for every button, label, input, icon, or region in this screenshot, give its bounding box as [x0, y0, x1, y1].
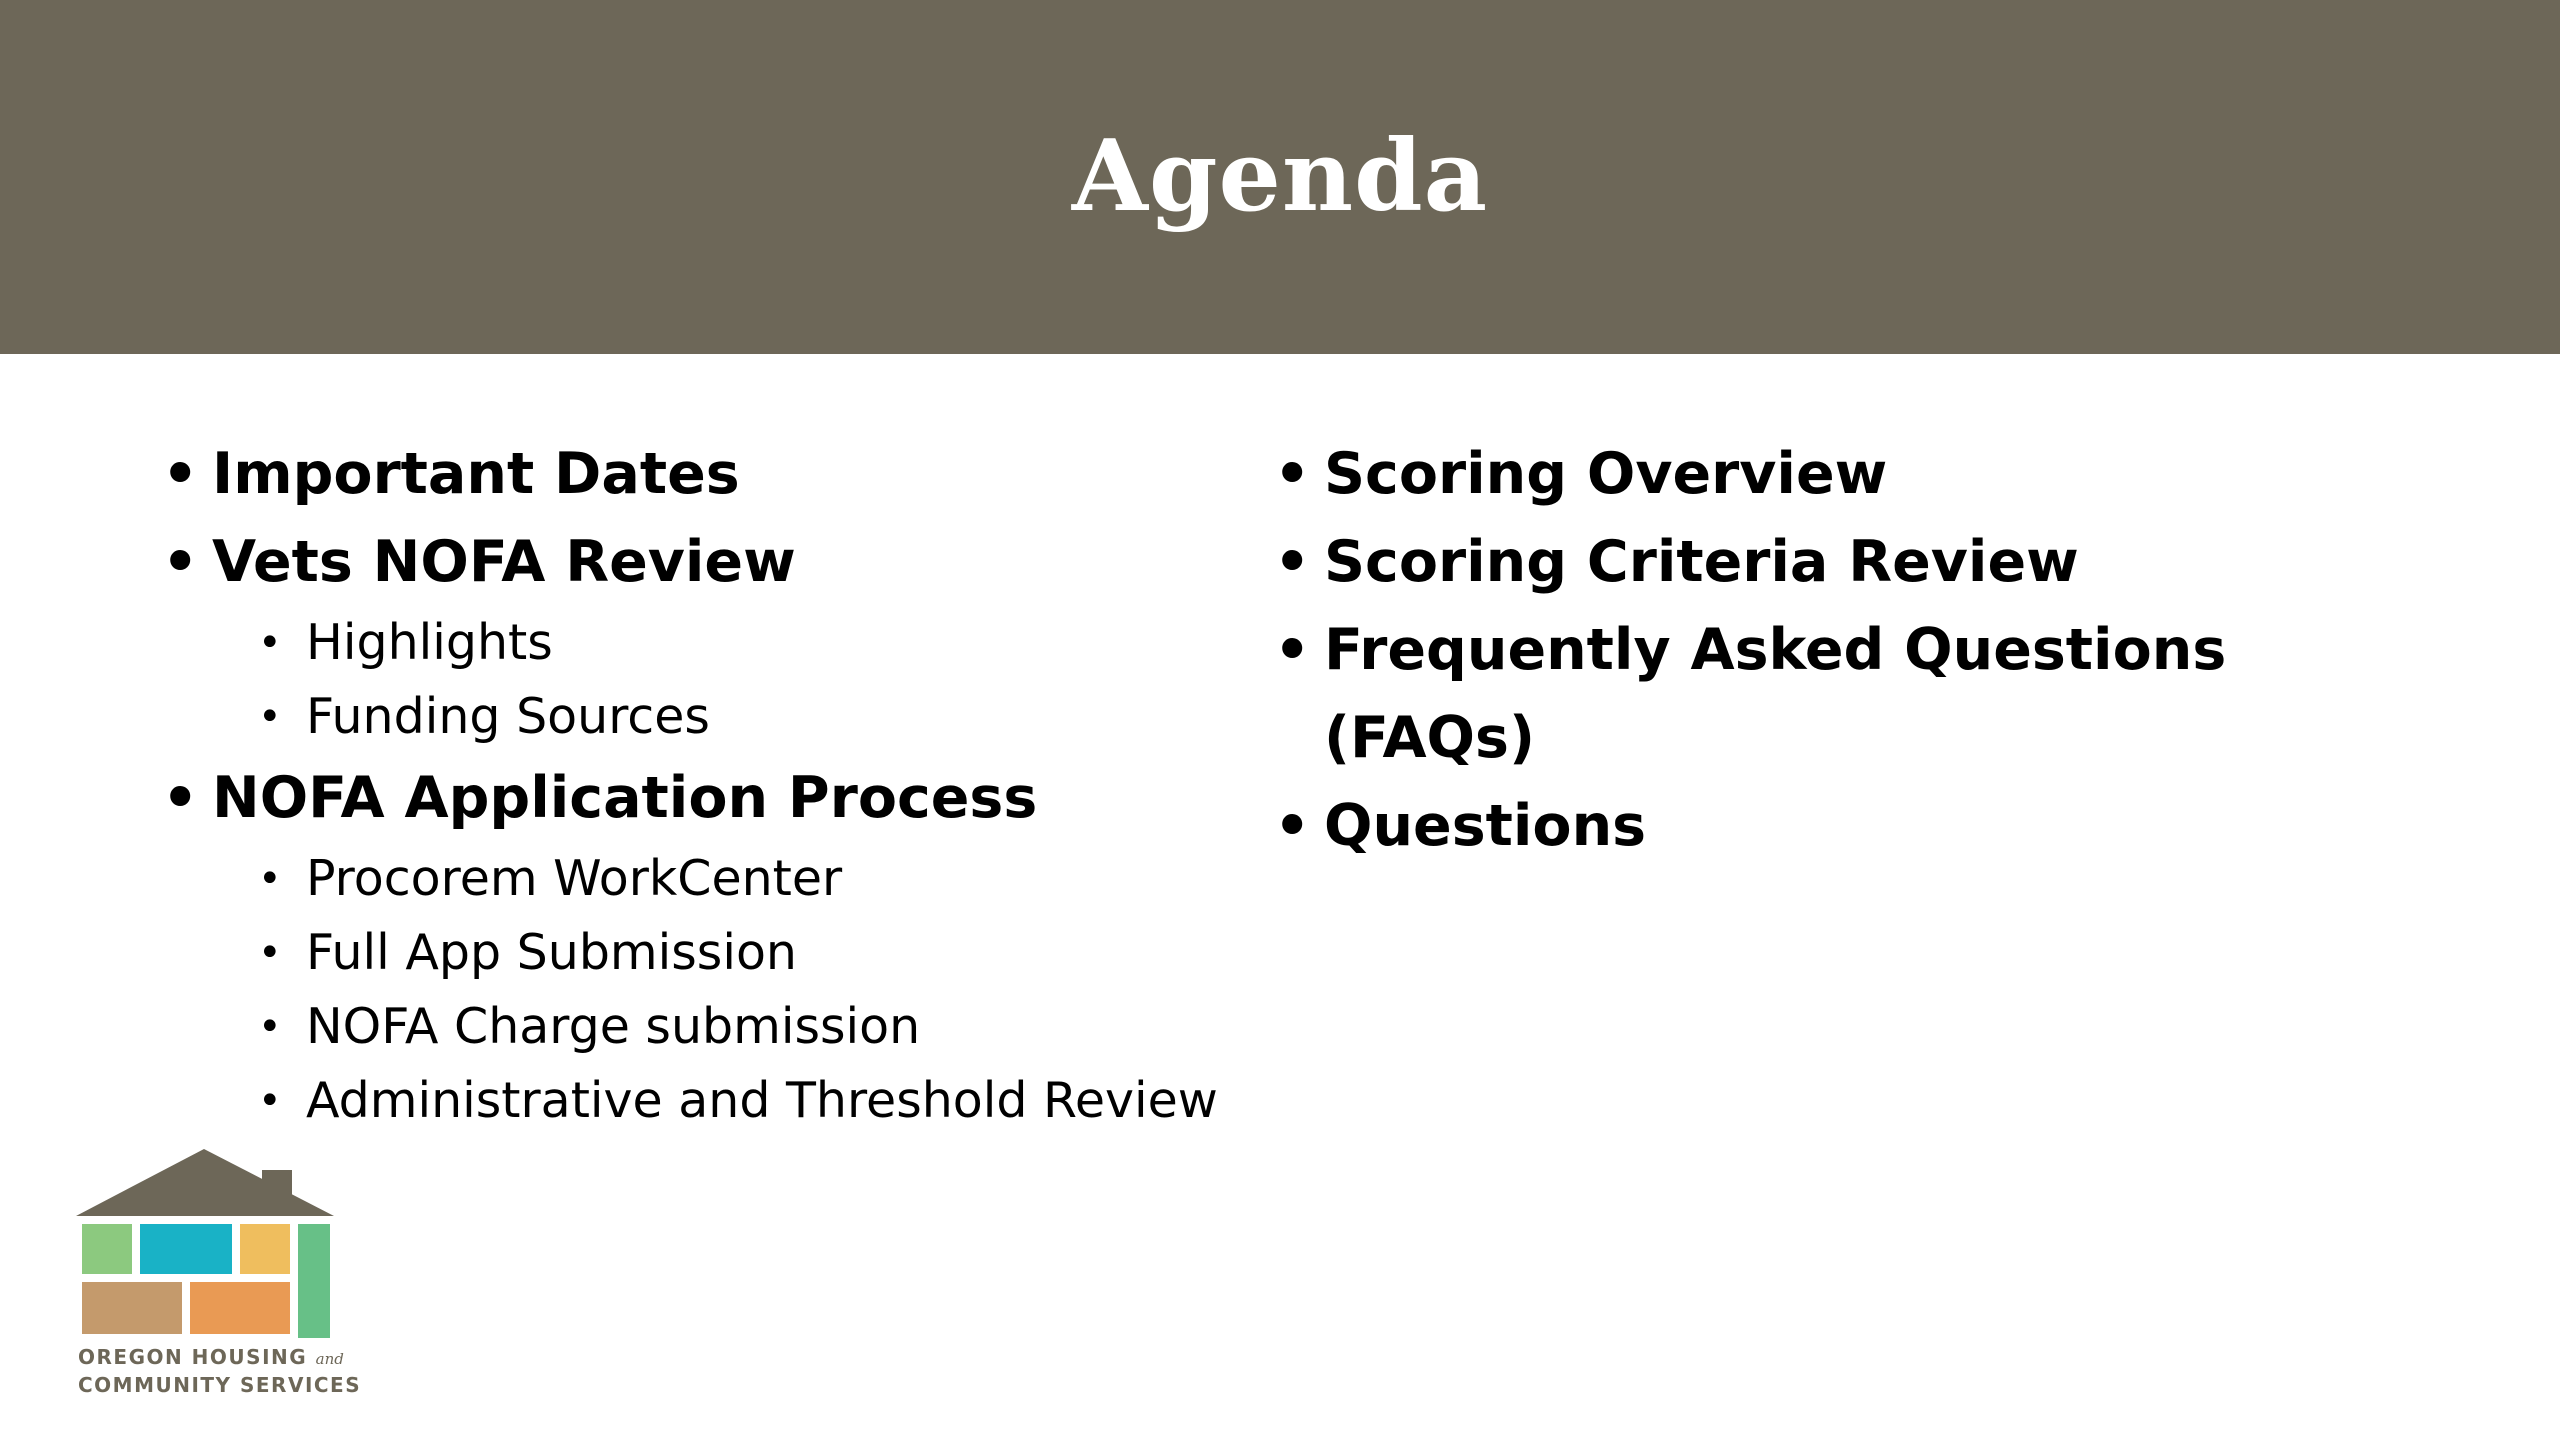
agenda-subitem-full-app-submission: • Full App Submission [256, 916, 1290, 990]
agenda-item-scoring-overview: • Scoring Overview [1272, 430, 2422, 518]
agenda-subitem-highlights: • Highlights [256, 606, 1290, 680]
logo-block-green [298, 1224, 330, 1338]
agenda-item-scoring-criteria-review: • Scoring Criteria Review [1272, 518, 2422, 606]
logo-wordmark [78, 1344, 361, 1398]
logo-block-light-green [82, 1224, 132, 1274]
logo-line-1: OREGON HOUSING [78, 1345, 308, 1369]
agenda-subitem-nofa-charge-submission: • NOFA Charge submission [256, 990, 1290, 1064]
agenda-list-right [1272, 430, 2422, 870]
logo-roof [76, 1149, 334, 1216]
logo-chimney [262, 1170, 292, 1208]
logo-block-tan [82, 1282, 182, 1334]
logo-block-teal [140, 1224, 232, 1274]
logo-block-orange [190, 1282, 290, 1334]
logo-line-2: COMMUNITY SERVICES [78, 1373, 362, 1397]
agenda-list-left [160, 430, 1290, 1138]
agenda-item-faqs [1272, 606, 2422, 782]
agenda-item-nofa-application-process: • NOFA Application Process [160, 754, 1290, 842]
slide-title: Agenda [1071, 119, 1489, 234]
agenda-subitem-admin-threshold-review: • Administrative and Threshold Review [256, 1064, 1290, 1138]
agenda-item-important-dates: • Important Dates [160, 430, 1290, 518]
faqs-line-1: Frequently Asked Questions [1324, 617, 2227, 683]
agenda-item-questions: • Questions [1272, 782, 2422, 870]
logo-block-yellow [240, 1224, 290, 1274]
agenda-item-vets-nofa-review: • Vets NOFA Review [160, 518, 1290, 606]
logo-and: and [315, 1350, 344, 1368]
agenda-subitem-funding-sources: • Funding Sources [256, 680, 1290, 754]
agenda-subitem-procorem-workcenter: • Procorem WorkCenter [256, 842, 1290, 916]
faqs-line-2: (FAQs) [1324, 705, 1535, 771]
